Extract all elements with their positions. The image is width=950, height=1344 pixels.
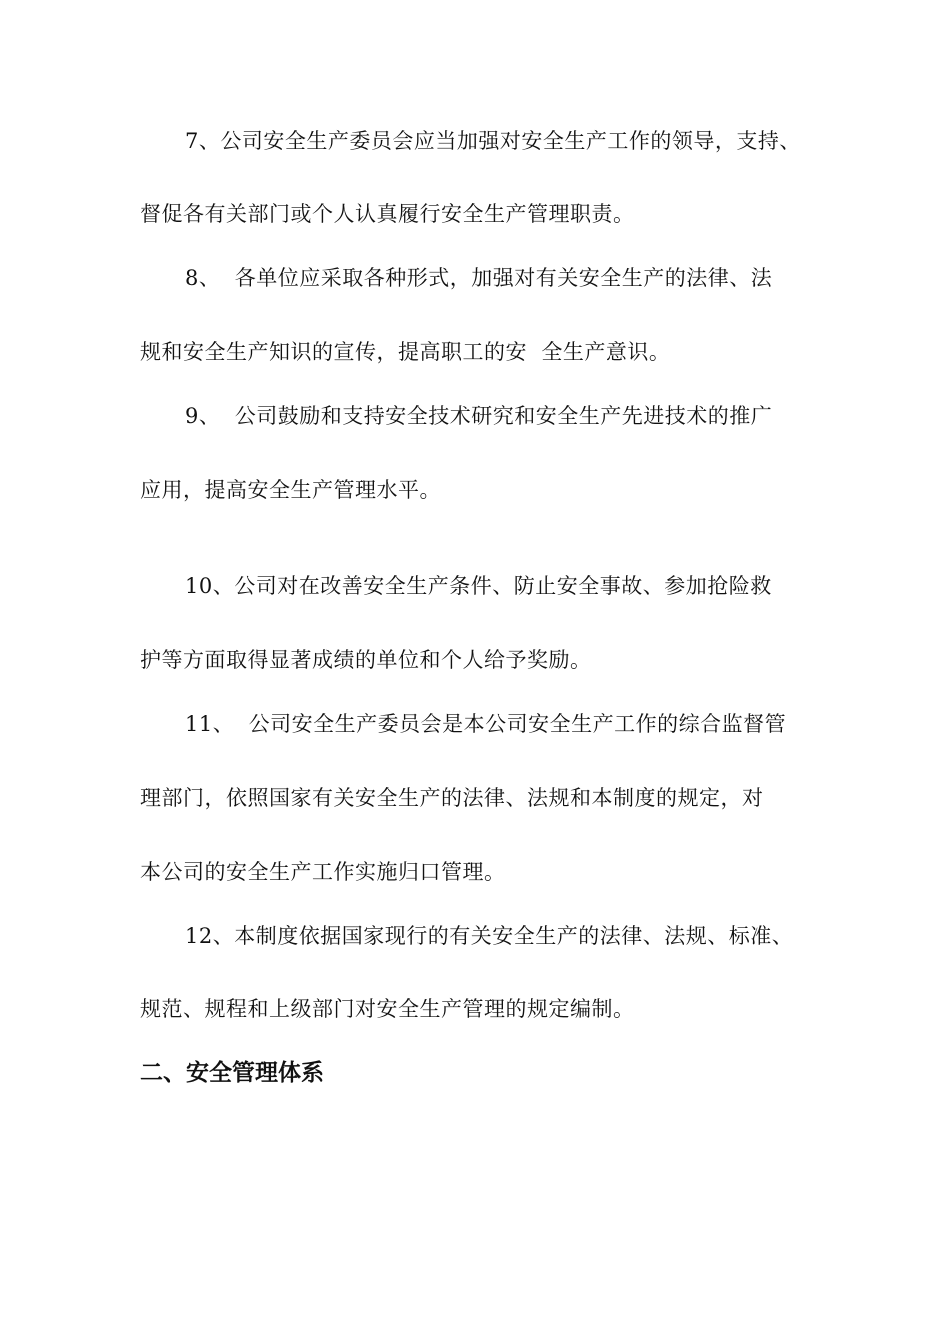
paragraph-7-line-1: 7、公司安全生产委员会应当加强对安全生产工作的领导，支持、 (185, 129, 801, 153)
paragraph-9-line-2: 应用，提高安全生产管理水平。 (140, 478, 441, 502)
paragraph-10-line-1: 10、公司对在改善安全生产条件、防止安全事故、参加抢险救 (185, 574, 772, 598)
paragraph-9-line-1: 9、 公司鼓励和支持安全技术研究和安全生产先进技术的推广 (185, 404, 773, 428)
section-heading: 二、安全管理体系 (140, 1060, 324, 1086)
paragraph-11-line-3: 本公司的安全生产工作实施归口管理。 (140, 860, 506, 884)
paragraph-8-line-2: 规和安全生产知识的宣传，提高职工的安 全生产意识。 (140, 340, 671, 364)
paragraph-11-line-1: 11、 公司安全生产委员会是本公司安全生产工作的综合监督管 (185, 712, 787, 736)
paragraph-10-line-2: 护等方面取得显著成绩的单位和个人给予奖励。 (140, 648, 592, 672)
paragraph-12-line-1: 12、本制度依据国家现行的有关安全生产的法律、法规、标准、 (185, 924, 794, 948)
paragraph-8-line-1: 8、 各单位应采取各种形式，加强对有关安全生产的法律、法 (185, 266, 773, 290)
paragraph-11-line-2: 理部门，依照国家有关安全生产的法律、法规和本制度的规定，对 (140, 786, 764, 810)
paragraph-7-line-2: 督促各有关部门或个人认真履行安全生产管理职责。 (140, 202, 635, 226)
paragraph-12-line-2: 规范、规程和上级部门对安全生产管理的规定编制。 (140, 997, 635, 1021)
